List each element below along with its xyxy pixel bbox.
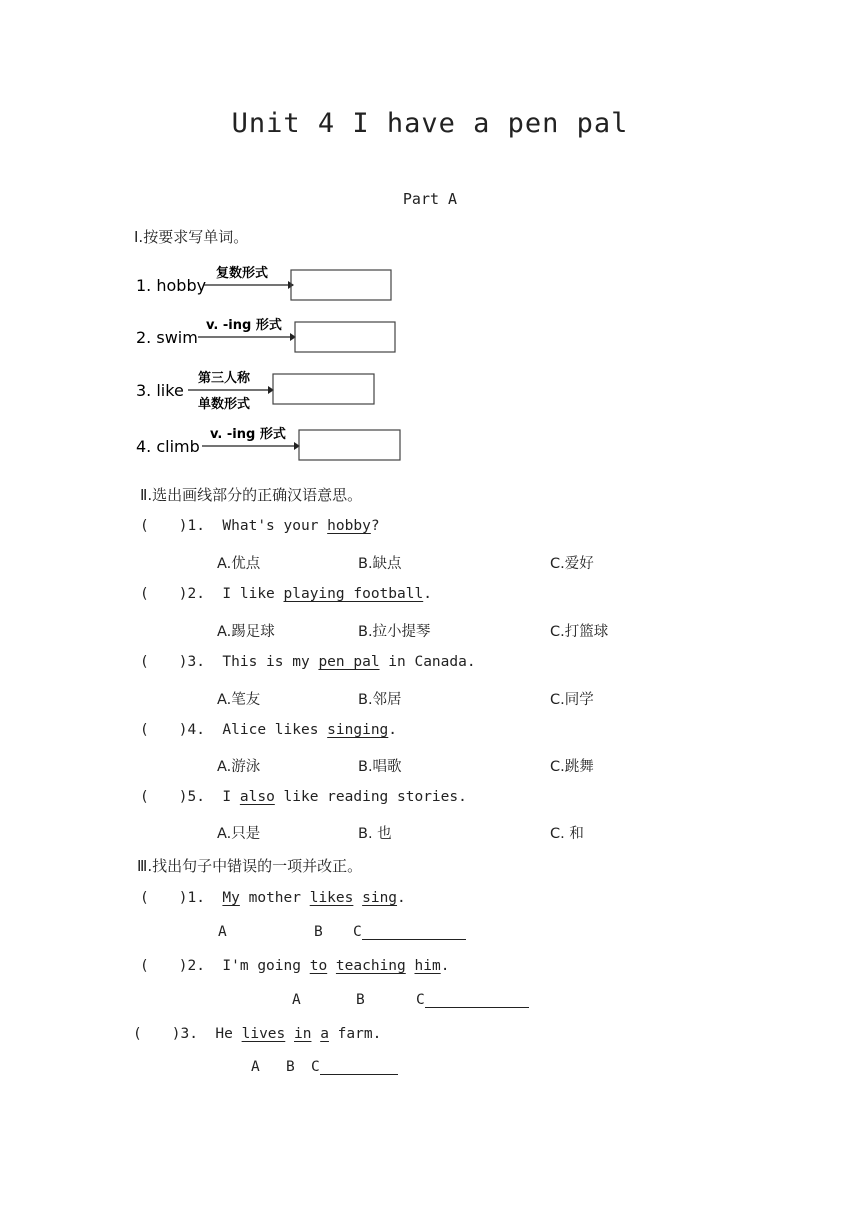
option-b: B.缺点 bbox=[358, 556, 402, 572]
label-c-row bbox=[353, 924, 466, 940]
label-c-row bbox=[416, 992, 529, 1008]
question-number: )3. bbox=[171, 1026, 198, 1042]
question-row bbox=[140, 722, 397, 738]
answer-paren-open: ( bbox=[140, 654, 149, 670]
option-b: B. 也 bbox=[358, 826, 392, 842]
option-c: C.打篮球 bbox=[550, 624, 609, 640]
error-question-1 bbox=[140, 890, 406, 906]
question-number: )2. bbox=[178, 586, 205, 602]
label-a: A bbox=[292, 992, 301, 1008]
question-text: I bbox=[222, 789, 240, 805]
sentence-text bbox=[311, 1026, 320, 1042]
item1-upper: 复数形式 bbox=[216, 266, 269, 281]
answer-paren-open: ( bbox=[140, 958, 149, 974]
option-c: C. 和 bbox=[550, 826, 584, 842]
question-text: Alice likes bbox=[222, 722, 328, 738]
page-title: Unit 4 I have a pen pal bbox=[231, 108, 629, 139]
item4-upper: v. -ing 形式 bbox=[210, 427, 286, 442]
question-row bbox=[140, 789, 467, 805]
question-number: )1. bbox=[178, 890, 205, 906]
answer-paren-open: ( bbox=[140, 789, 149, 805]
item4-word: 4. climb bbox=[136, 437, 200, 456]
option-b-word: in bbox=[294, 1026, 312, 1042]
sentence-text: He bbox=[215, 1026, 242, 1042]
label-b: B bbox=[314, 924, 323, 940]
label-b: B bbox=[286, 1059, 295, 1075]
label-b: B bbox=[356, 992, 365, 1008]
item2-word: 2. swim bbox=[136, 328, 198, 347]
item2-upper: v. -ing 形式 bbox=[206, 318, 282, 333]
option-c-word: a bbox=[320, 1026, 329, 1042]
question-text-end: like reading stories. bbox=[274, 789, 467, 805]
item3-upper: 第三人称 bbox=[198, 371, 251, 386]
question-number: )3. bbox=[178, 654, 205, 670]
sentence-text bbox=[285, 1026, 294, 1042]
option-c: C.同学 bbox=[550, 692, 594, 708]
question-row bbox=[140, 586, 432, 602]
sentence-text: I'm going bbox=[222, 958, 310, 974]
question-text-end: in Canada. bbox=[379, 654, 476, 670]
answer-paren-open: ( bbox=[140, 890, 149, 906]
question-row bbox=[140, 518, 380, 534]
item2-answer-box bbox=[295, 322, 395, 352]
option-b: B.邻居 bbox=[358, 692, 402, 708]
label-c: C bbox=[311, 1059, 320, 1075]
option-c-word: sing bbox=[362, 890, 398, 906]
question-text-end: ? bbox=[370, 518, 380, 534]
item1-word: 1. hobby bbox=[136, 276, 207, 295]
item3-lower: 单数形式 bbox=[198, 397, 251, 412]
option-a-word: to bbox=[309, 958, 328, 974]
underlined-phrase: singing bbox=[327, 722, 389, 738]
question-number: )1. bbox=[178, 518, 205, 534]
question-text: What's your bbox=[222, 518, 328, 534]
error-question-2 bbox=[140, 958, 449, 974]
error-question-3 bbox=[133, 1026, 381, 1042]
answer-paren-open: ( bbox=[140, 586, 149, 602]
answer-paren-open: ( bbox=[140, 722, 149, 738]
underlined-phrase: pen pal bbox=[318, 654, 380, 670]
answer-paren-open: ( bbox=[133, 1026, 142, 1042]
option-c: C.跳舞 bbox=[550, 759, 594, 775]
underlined-phrase: playing football bbox=[283, 586, 424, 602]
section1-heading: Ⅰ.按要求写单词。 bbox=[134, 228, 249, 246]
section2-heading: Ⅱ.选出画线部分的正确汉语意思。 bbox=[140, 486, 363, 504]
label-a: A bbox=[251, 1059, 260, 1075]
item3-answer-box bbox=[273, 374, 374, 404]
item3-word: 3. like bbox=[136, 381, 184, 400]
part-label: Part A bbox=[402, 190, 458, 208]
label-c: C bbox=[416, 992, 425, 1008]
label-a: A bbox=[218, 924, 227, 940]
option-c: C.爱好 bbox=[550, 556, 594, 572]
underlined-phrase: also bbox=[239, 789, 275, 805]
option-b-word: teaching bbox=[335, 958, 406, 974]
correction-blank[interactable] bbox=[320, 1060, 398, 1075]
option-a: A.笔友 bbox=[217, 692, 261, 708]
sentence-text: mother bbox=[239, 890, 310, 906]
option-b: B.拉小提琴 bbox=[358, 624, 431, 640]
question-number: )4. bbox=[178, 722, 205, 738]
option-a-word: My bbox=[222, 890, 240, 906]
sentence-text bbox=[353, 890, 362, 906]
option-b: B.唱歌 bbox=[358, 759, 402, 775]
sentence-text: farm. bbox=[328, 1026, 382, 1042]
label-c: C bbox=[353, 924, 362, 940]
option-a: A.优点 bbox=[217, 556, 261, 572]
option-a: A.踢足球 bbox=[217, 624, 275, 640]
sentence-text: . bbox=[440, 958, 450, 974]
question-text-end: . bbox=[423, 586, 432, 602]
question-text: I like bbox=[222, 586, 284, 602]
question-number: )2. bbox=[178, 958, 205, 974]
sentence-text bbox=[327, 958, 336, 974]
question-text-end: . bbox=[388, 722, 398, 738]
option-c-word: him bbox=[414, 958, 441, 974]
question-text: This is my bbox=[222, 654, 319, 670]
question-row bbox=[140, 654, 476, 670]
label-c-row bbox=[311, 1059, 398, 1075]
sentence-text bbox=[406, 958, 415, 974]
section3-heading: Ⅲ.找出句子中错误的一项并改正。 bbox=[137, 857, 363, 875]
option-a: A.游泳 bbox=[217, 759, 261, 775]
item4-answer-box bbox=[299, 430, 400, 460]
word-transform-figure bbox=[132, 258, 407, 468]
underlined-phrase: hobby bbox=[327, 518, 371, 534]
question-number: )5. bbox=[178, 789, 205, 805]
answer-paren-open: ( bbox=[140, 518, 149, 534]
option-a: A.只是 bbox=[217, 826, 261, 842]
option-a-word: lives bbox=[241, 1026, 286, 1042]
correction-blank[interactable] bbox=[425, 993, 529, 1008]
option-b-word: likes bbox=[309, 890, 354, 906]
item1-answer-box bbox=[291, 270, 391, 300]
correction-blank[interactable] bbox=[362, 925, 466, 940]
sentence-text: . bbox=[397, 890, 406, 906]
